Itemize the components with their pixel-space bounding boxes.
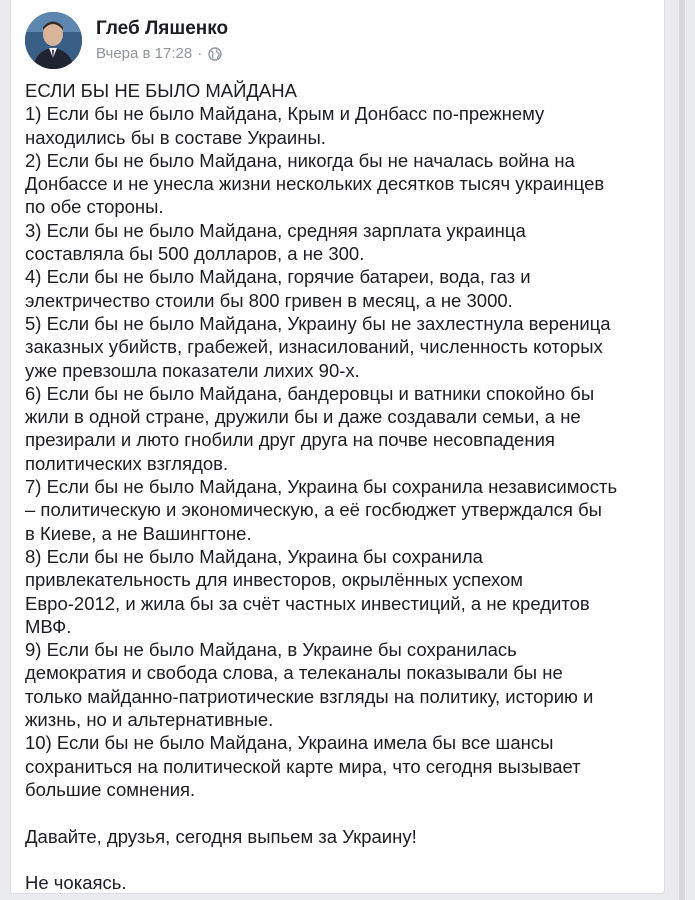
scrollbar[interactable] xyxy=(679,0,685,900)
post-line: составляла бы 500 долларов, а не 300. xyxy=(25,243,365,265)
paragraph-gap xyxy=(25,848,665,871)
post-line: 2) Если бы не было Майдана, никогда бы не началась война на xyxy=(25,149,575,171)
post-line: 9) Если бы не было Майдана, в Украине бы сохранилась xyxy=(25,639,517,661)
post-line: 5) Если бы не было Майдана, Украину бы не захлестнула вереница xyxy=(25,312,611,334)
post-line: демократия и свобода слова, а телеканалы показывали бы не xyxy=(25,662,563,684)
post-line: презирали и люто гнобили друг друга на почве несовпадения xyxy=(25,429,555,451)
post-line: – политическую и экономическую, а её госбюджет утверждался бы xyxy=(25,499,602,521)
avatar-image xyxy=(25,12,82,69)
post-line: МВФ. xyxy=(25,615,72,637)
post-line: Евро-2012, и жила бы за счёт частных инвестиций, а не кредитов xyxy=(25,592,590,614)
post-line: 1) Если бы не было Майдана, Крым и Донбасс по-прежнему xyxy=(25,103,545,125)
post-meta xyxy=(96,45,222,62)
post-line: уже превзошла показатели лихих 90-х. xyxy=(25,359,360,381)
post-line: политических взглядов. xyxy=(25,452,229,474)
post-line: 7) Если бы не было Майдана, Украина бы сохранила независимость xyxy=(25,476,618,498)
post-line: 10) Если бы не было Майдана, Украина имела бы все шансы xyxy=(25,732,554,754)
post-line: 4) Если бы не было Майдана, горячие батареи, вода, газ и xyxy=(25,266,531,288)
post-line: электричество стоили бы 800 гривен в месяц, а не 3000. xyxy=(25,289,513,311)
globe-icon[interactable] xyxy=(208,47,222,61)
post-line: 3) Если бы не было Майдана, средняя зарплата украинца xyxy=(25,219,526,241)
avatar[interactable] xyxy=(25,12,82,69)
post-line: жизнь, но и альтернативные. xyxy=(25,709,274,731)
paragraph-gap xyxy=(25,801,665,824)
post-line: заказных убийств, грабежей, изнасилований, численность которых xyxy=(25,336,603,358)
post-line: 6) Если бы не было Майдана, бандеровцы и ватники спокойно бы xyxy=(25,382,595,404)
post-line: сохраниться на политической карте мира, что сегодня вызывает xyxy=(25,755,581,777)
author-name[interactable]: Глеб Ляшенко xyxy=(96,18,229,39)
post-card xyxy=(10,0,665,894)
post-timestamp[interactable]: Вчера в 17:28 xyxy=(96,45,193,62)
post-line: жили в одной стране, дружили бы и даже создавали семьи, а не xyxy=(25,406,581,428)
post-header xyxy=(25,12,645,74)
post-text xyxy=(25,79,665,894)
post-line: находились бы в составе Украины. xyxy=(25,126,326,148)
post-line: Донбассе и не унесла жизни нескольких десятков тысяч украинцев xyxy=(25,173,605,195)
post-line: привлекательность для инвесторов, окрылённых успехом xyxy=(25,569,524,591)
post-line: по обе стороны. xyxy=(25,196,164,218)
post-closing-signoff: Не чокаясь. xyxy=(25,872,127,894)
post-line: большие сомнения. xyxy=(25,778,196,800)
post-closing-toast: Давайте, друзья, сегодня выпьем за Украину! xyxy=(25,825,417,847)
post-line: 8) Если бы не было Майдана, Украина бы сохранила xyxy=(25,545,483,567)
post-line: ЕСЛИ БЫ НЕ БЫЛО МАЙДАНА xyxy=(25,80,297,101)
post-line: только майданно-патриотические взгляды на политику, историю и xyxy=(25,685,594,707)
post-line: в Киеве, а не Вашингтоне. xyxy=(25,522,252,544)
meta-separator: · xyxy=(197,45,203,62)
